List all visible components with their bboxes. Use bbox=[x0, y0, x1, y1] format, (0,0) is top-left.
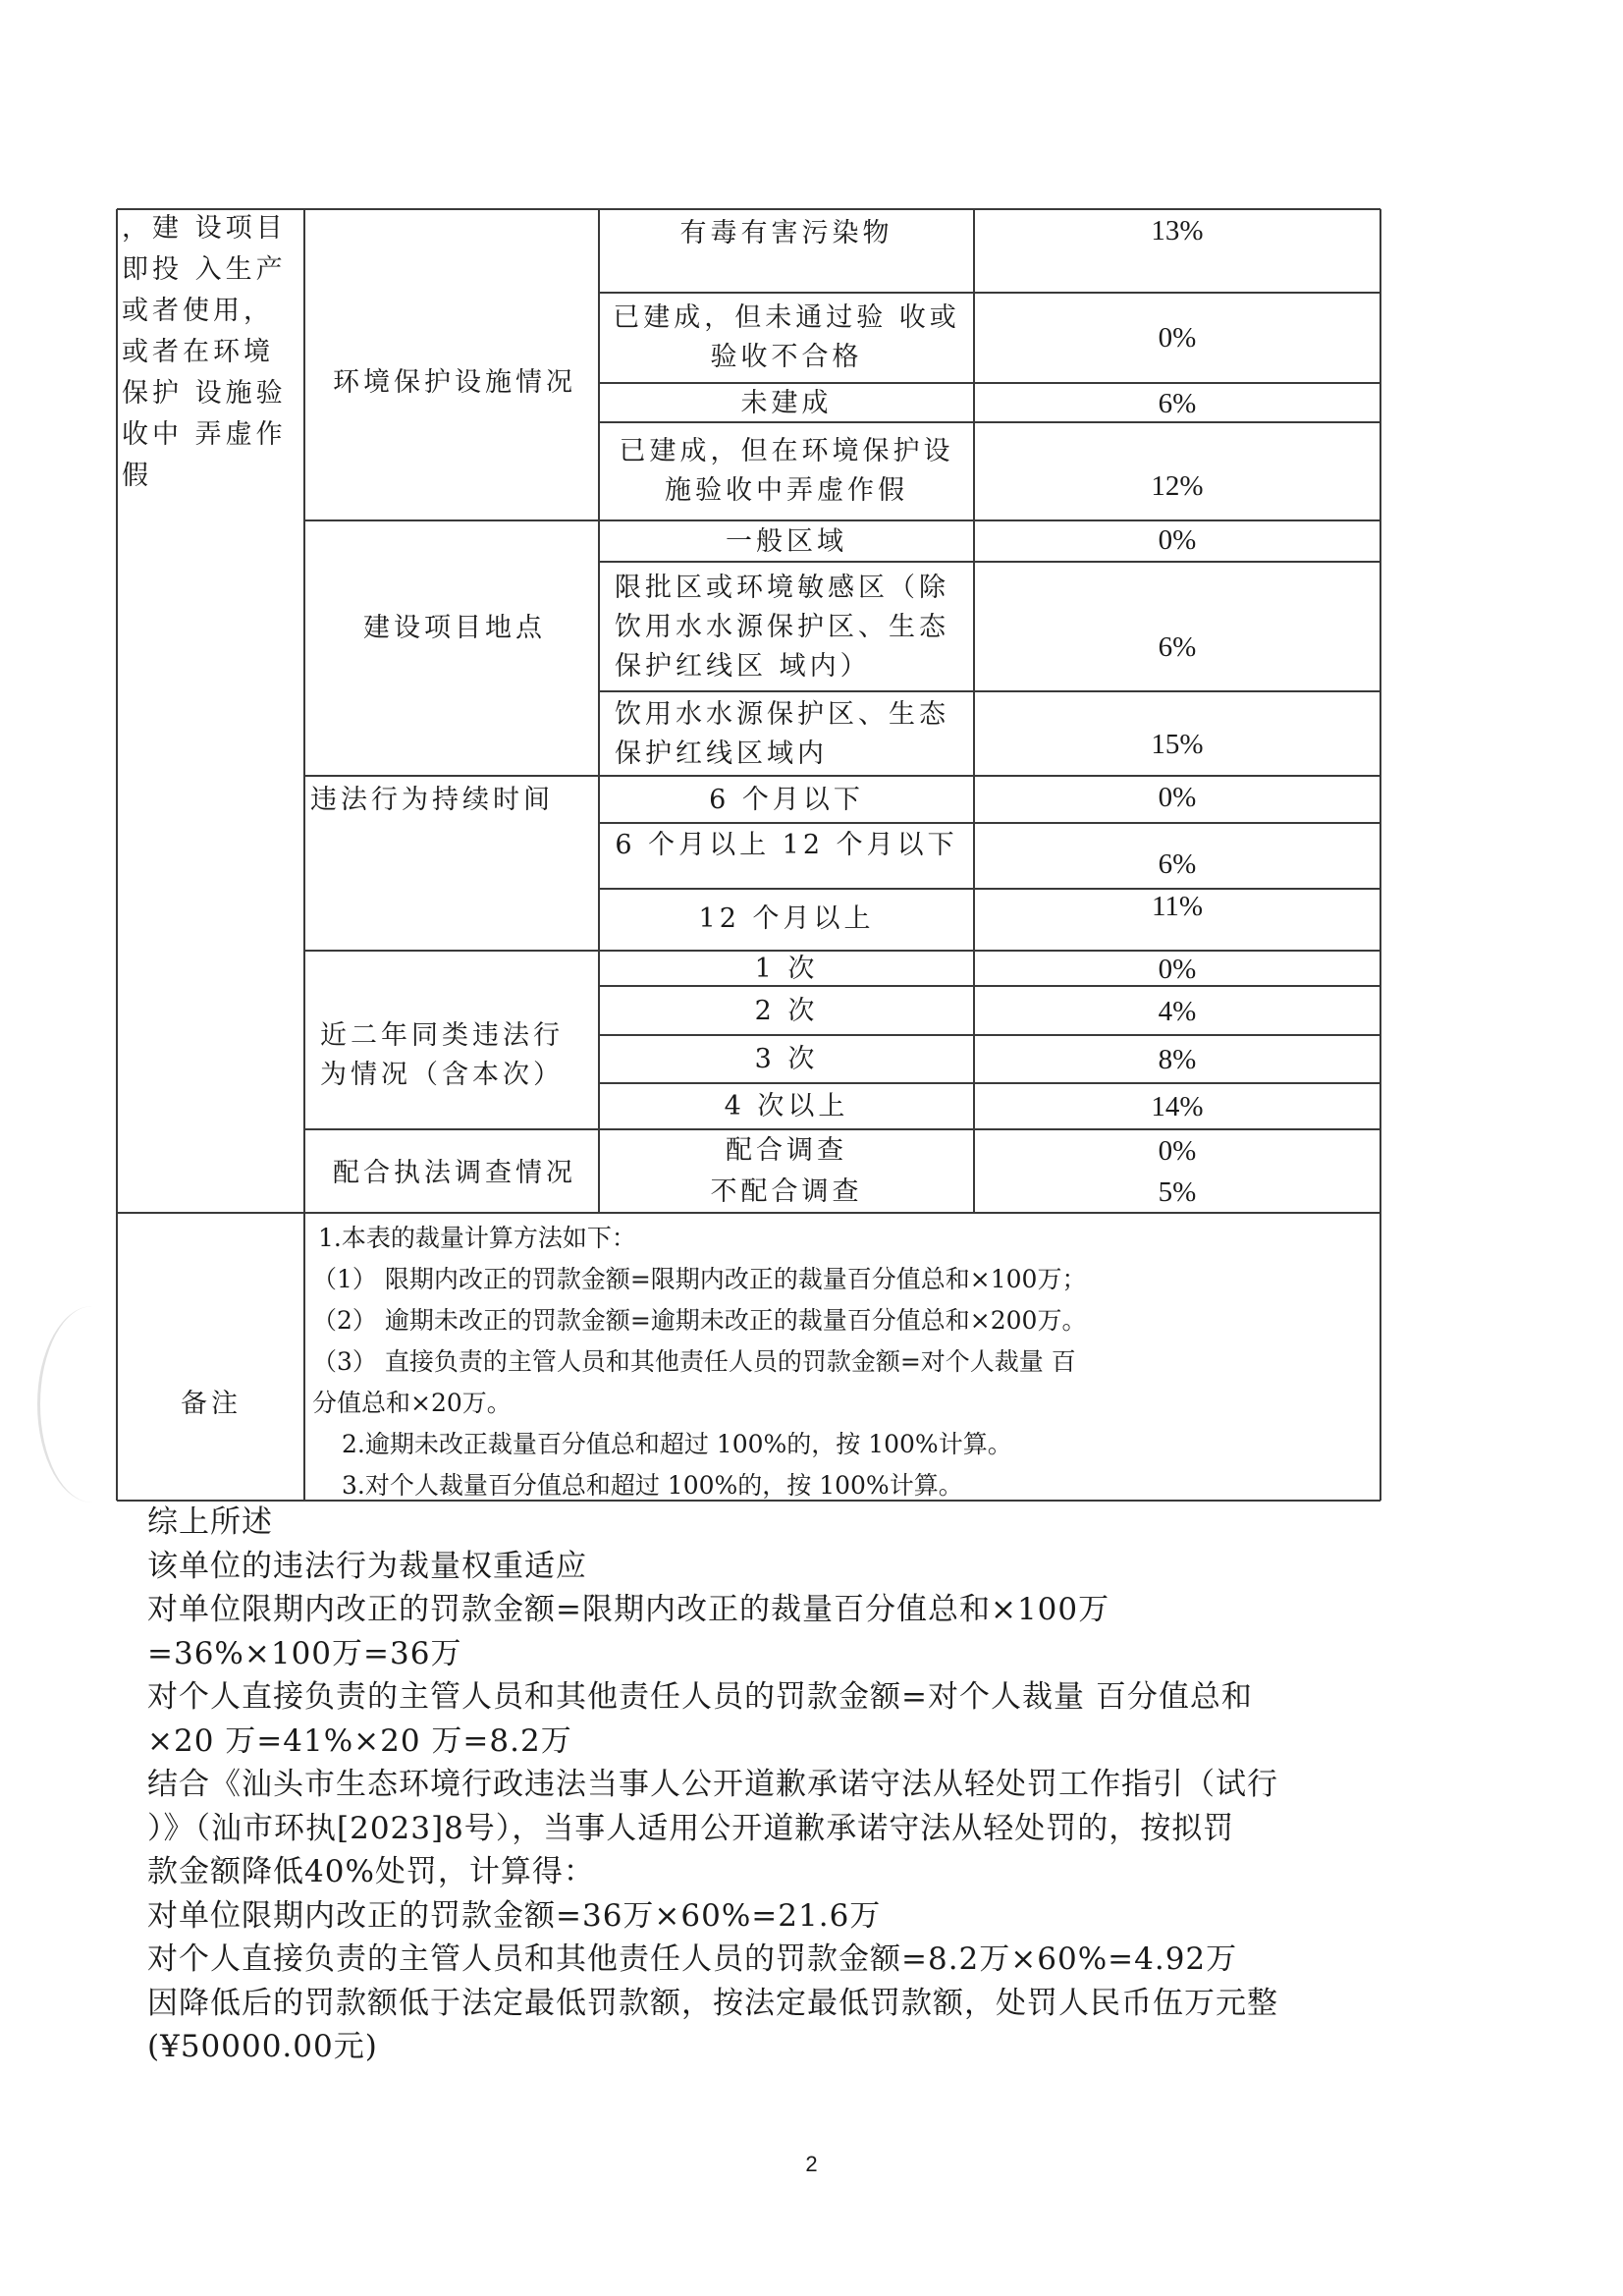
item-4-or-more-times: 4 次以上 bbox=[724, 1091, 849, 1121]
body-line: 对个人直接负责的主管人员和其他责任人员的罚款金额=8.2万×60%=4.92万 bbox=[147, 1941, 1238, 1977]
pct-2-times: 4% bbox=[1158, 996, 1197, 1027]
item-general-area: 一般区域 bbox=[726, 526, 847, 557]
body-line: =36%×100万=36万 bbox=[147, 1635, 462, 1671]
pct-not-cooperate: 5% bbox=[1158, 1176, 1197, 1208]
conclusion-text bbox=[147, 1501, 1502, 2069]
pct-1-time: 0% bbox=[1158, 954, 1197, 985]
remark-line: 3.对个人裁量百分值总和超过 100%的，按 100%计算。 bbox=[342, 1471, 963, 1500]
item-fraudulent-acceptance: 已建成，但在环境保护设施验收中弄虚作假 bbox=[619, 436, 954, 506]
remark-line: 2.逾期未改正裁量百分值总和超过 100%的，按 100%计算。 bbox=[342, 1430, 1012, 1458]
factor-env-facilities: 环境保护设施情况 bbox=[333, 367, 576, 398]
pct-under-6-months: 0% bbox=[1158, 782, 1197, 813]
body-line: 综上所述 bbox=[147, 1504, 273, 1540]
body-line: ）》（汕市环执[2023]8号），当事人适用公开道歉承诺守法从轻处罚的，按拟罚 bbox=[147, 1810, 1235, 1846]
pct-not-built: 6% bbox=[1158, 388, 1197, 419]
violation-description-cell: ，建 设项目即投 入生产或者使用，或者在环境保护 设施验收中 弄虚作假 bbox=[122, 213, 287, 491]
remark-label: 备注 bbox=[181, 1389, 242, 1419]
item-water-source-area: 饮用水水源保护区、生态保护红线区域内 bbox=[615, 699, 949, 769]
remark-line: （3） 直接负责的主管人员和其他责任人员的罚款金额=对个人裁量 百 bbox=[312, 1347, 1076, 1376]
remark-line: （2） 逾期未改正的罚款金额=逾期未改正的裁量百分值总和×200万。 bbox=[312, 1306, 1087, 1335]
remark-notes bbox=[312, 1218, 1373, 1506]
body-line: ×20 万=41%×20 万=8.2万 bbox=[147, 1722, 572, 1759]
remark-line: 1.本表的裁量计算方法如下： bbox=[318, 1224, 636, 1252]
item-toxic-pollutants: 有毒有害污染物 bbox=[679, 217, 893, 248]
factor-project-location: 建设项目地点 bbox=[363, 613, 546, 643]
pct-built-not-accepted: 0% bbox=[1158, 322, 1197, 354]
item-not-built: 未建成 bbox=[740, 388, 833, 418]
pct-restricted-area: 6% bbox=[1158, 631, 1197, 663]
body-line: 该单位的违法行为裁量权重适应 bbox=[147, 1548, 587, 1584]
item-built-not-accepted: 已建成，但未通过验 收或验收不合格 bbox=[613, 302, 960, 372]
pct-over-12-months: 11% bbox=[1151, 891, 1204, 922]
body-line: 对单位限期内改正的罚款金额=36万×60%=21.6万 bbox=[147, 1897, 882, 1934]
body-line: (¥50000.00元) bbox=[147, 2029, 378, 2064]
body-line: 对单位限期内改正的罚款金额=限期内改正的裁量百分值总和×100万 bbox=[147, 1592, 1110, 1627]
pct-cooperate: 0% bbox=[1158, 1135, 1197, 1167]
item-under-6-months: 6 个月以下 bbox=[709, 785, 864, 815]
body-line: 款金额降低40%处罚，计算得： bbox=[147, 1854, 595, 1889]
pct-toxic-pollutants: 13% bbox=[1151, 215, 1204, 246]
item-1-time: 1 次 bbox=[754, 954, 819, 984]
pct-fraudulent-acceptance: 12% bbox=[1151, 470, 1204, 502]
factor-violation-duration: 违法行为持续时间 bbox=[310, 785, 554, 815]
body-line: 对个人直接负责的主管人员和其他责任人员的罚款金额=对个人裁量 百分值总和 bbox=[147, 1679, 1253, 1715]
item-restricted-area: 限批区或环境敏感区（除饮用水水源保护区、生态保护红线区 域内） bbox=[615, 573, 949, 682]
remark-line: （1） 限期内改正的罚款金额=限期内改正的裁量百分值总和×100万； bbox=[312, 1265, 1087, 1293]
pct-3-times: 8% bbox=[1158, 1044, 1197, 1075]
pct-6-to-12-months: 6% bbox=[1158, 848, 1197, 880]
page-number: 2 bbox=[805, 2152, 818, 2176]
item-6-to-12-months: 6 个月以上 12 个月以下 bbox=[615, 830, 958, 860]
factor-repeat-violations: 近二年同类违法行为情况（含本次） bbox=[320, 1020, 564, 1090]
pct-general-area: 0% bbox=[1158, 524, 1197, 556]
pct-4-or-more-times: 14% bbox=[1151, 1091, 1204, 1122]
body-line: 因降低后的罚款额低于法定最低罚款额，按法定最低罚款额，处罚人民币伍万元整 bbox=[147, 1985, 1278, 2021]
item-3-times: 3 次 bbox=[754, 1044, 819, 1074]
item-not-cooperate: 不配合调查 bbox=[710, 1176, 863, 1207]
faded-stamp-mark bbox=[37, 1306, 148, 1503]
factor-cooperation: 配合执法调查情况 bbox=[333, 1158, 576, 1188]
pct-water-source-area: 15% bbox=[1151, 729, 1204, 760]
remark-line: 分值总和×20万。 bbox=[312, 1389, 512, 1417]
item-over-12-months: 12 个月以上 bbox=[698, 903, 875, 934]
item-2-times: 2 次 bbox=[754, 996, 819, 1026]
item-cooperate: 配合调查 bbox=[726, 1135, 847, 1166]
body-line: 结合《汕头市生态环境行政违法当事人公开道歉承诺守法从轻处罚工作指引（试行 bbox=[147, 1767, 1278, 1802]
